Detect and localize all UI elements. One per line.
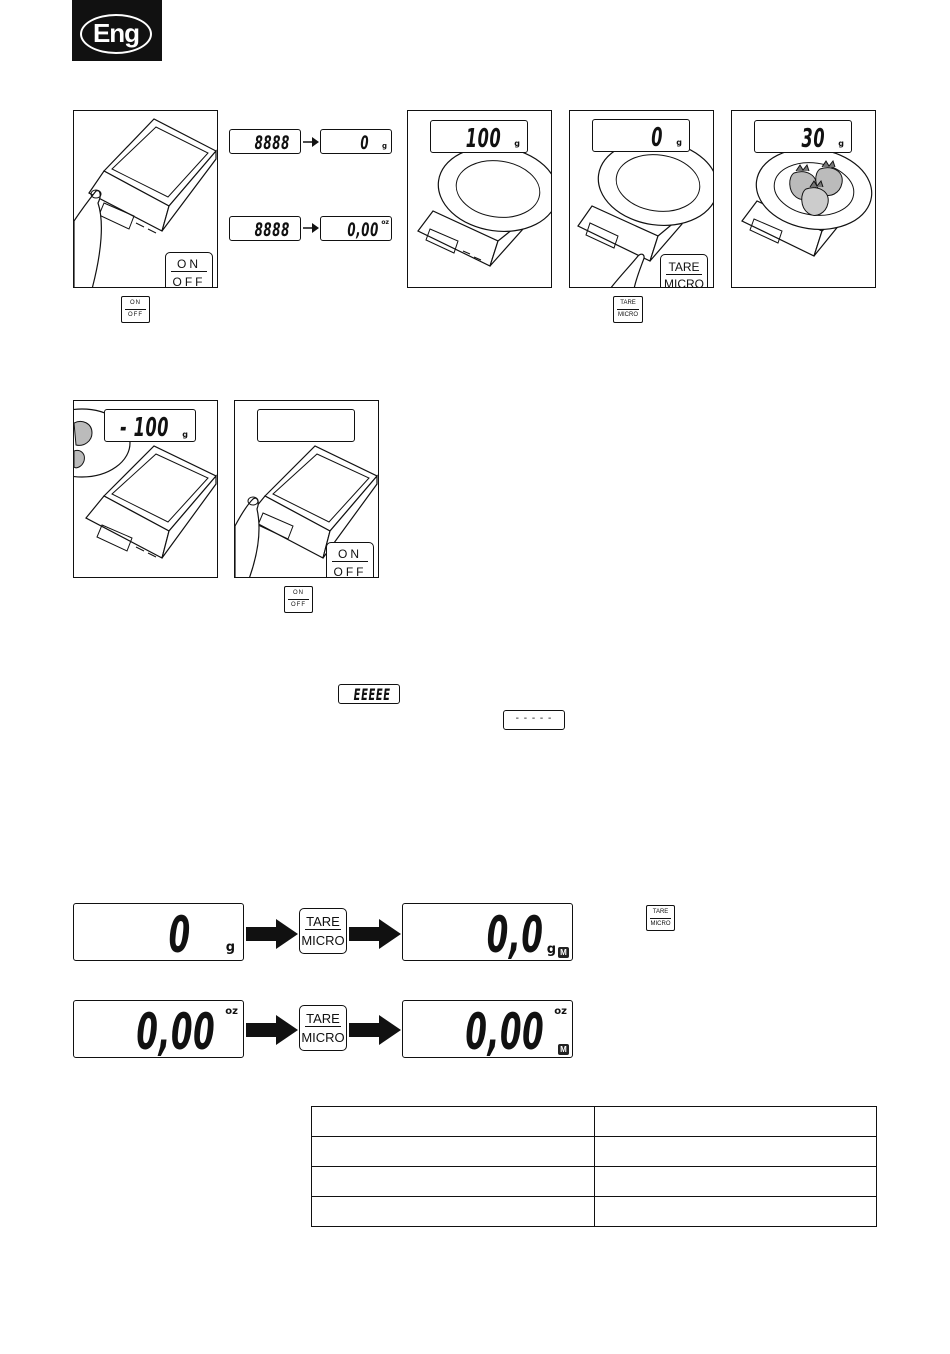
tare-micro-mini-icon: TARE MICRO (646, 905, 675, 931)
table-cell (312, 1107, 595, 1137)
tare-micro-button[interactable]: TARE MICRO (660, 254, 708, 288)
lcd-display: 30 g (754, 120, 852, 153)
arrow-icon (303, 136, 319, 148)
table-row (312, 1197, 877, 1227)
tare-micro-mini-icon: TARE MICRO (613, 296, 643, 323)
micro-mode-badge: M (558, 947, 569, 958)
table-row (312, 1167, 877, 1197)
lcd-startup-g: 8888 (229, 129, 301, 154)
step-tare-panel (569, 110, 714, 288)
lcd-display-blank (257, 409, 355, 442)
lcd-startup-oz: 8888 (229, 216, 301, 241)
step-place-container-panel (407, 110, 552, 288)
big-arrow-icon (349, 919, 401, 949)
big-arrow-icon (349, 1015, 401, 1045)
lcd-result-g: 0 g (320, 129, 392, 154)
lcd-display: 0 g (592, 119, 690, 152)
underload-error-display: - - - - - (503, 710, 565, 730)
micro-mode-badge: M (558, 1044, 569, 1055)
step-power-on-panel (73, 110, 218, 288)
big-arrow-icon (246, 919, 298, 949)
table-cell (312, 1167, 595, 1197)
table-cell (594, 1137, 877, 1167)
arrow-icon (303, 222, 319, 234)
table-cell (312, 1197, 595, 1227)
overload-error-display: EEEEE (338, 684, 400, 704)
on-off-button[interactable]: ON OFF (165, 252, 213, 288)
tare-micro-button[interactable]: TARE MICRO (299, 908, 347, 954)
on-off-mini-icon: ON OFF (121, 296, 150, 323)
tare-micro-button[interactable]: TARE MICRO (299, 1005, 347, 1051)
micro-g-after-display: 0,0 g M (402, 903, 573, 961)
step-weigh-food-panel (731, 110, 876, 288)
lcd-display: - 100 g (104, 409, 196, 442)
table-cell (594, 1167, 877, 1197)
on-off-mini-icon: ON OFF (284, 586, 313, 613)
micro-g-before-display: 0 g (73, 903, 244, 961)
table-row (312, 1107, 877, 1137)
language-badge-label: Eng (92, 18, 140, 48)
step-power-off-panel (234, 400, 379, 578)
table-row (312, 1137, 877, 1167)
on-off-button[interactable]: ON OFF (326, 542, 374, 578)
table-cell (312, 1137, 595, 1167)
micro-oz-before-display: 0,00 oz (73, 1000, 244, 1058)
lcd-display: 100 g (430, 120, 528, 153)
big-arrow-icon (246, 1015, 298, 1045)
specification-table (311, 1106, 877, 1227)
lcd-result-oz: 0,00 oz (320, 216, 392, 241)
table-cell (594, 1197, 877, 1227)
table-cell (594, 1107, 877, 1137)
language-badge (72, 0, 162, 61)
step-remove-container-panel (73, 400, 218, 578)
micro-oz-after-display: 0,00 oz M (402, 1000, 573, 1058)
